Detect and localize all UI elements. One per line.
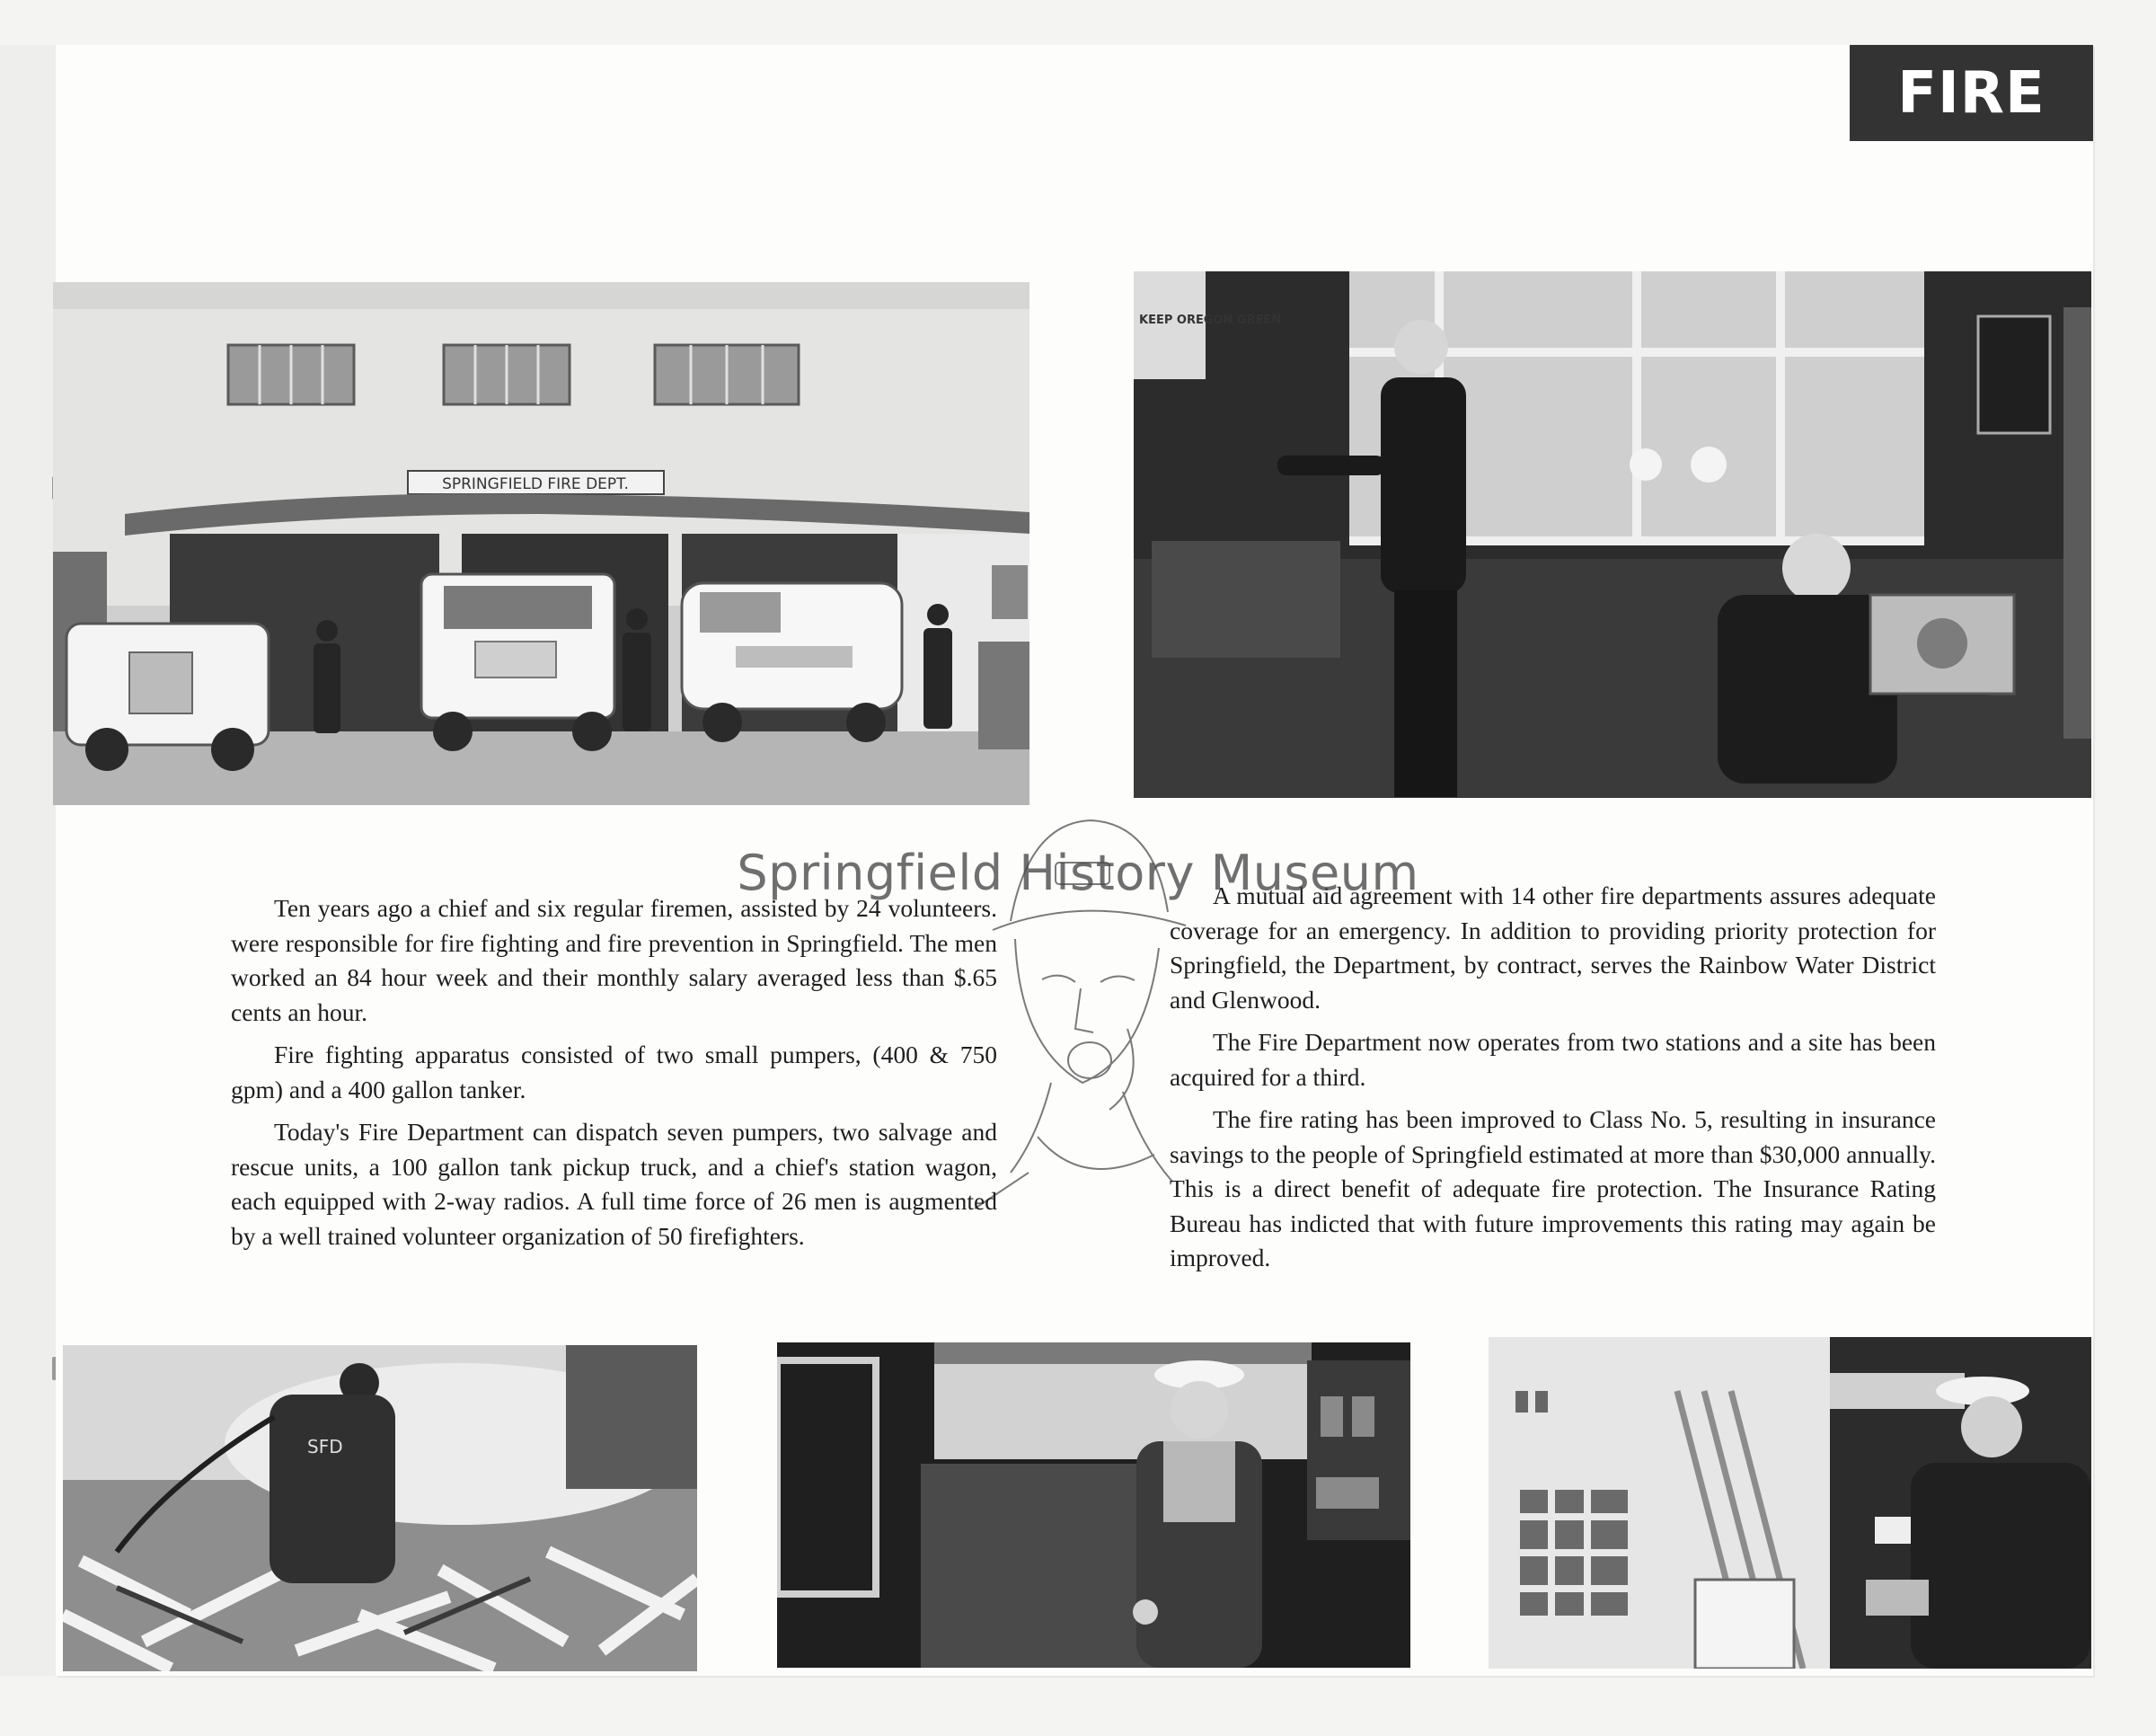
photo-firefighter-debris xyxy=(63,1345,697,1671)
paragraph: The fire rating has been improved to Class No. 5, resulting in insurance savings to the people of Springfield estimated at more than $30,000 annually. This is a direct benefit of adequate fire protection. The Insurance Rating Bureau has indicted that with future improvements this rating may again be improved. xyxy=(1170,1105,1936,1271)
paragraph: Today's Fire Department can dispatch seven pumpers, two salvage and rescue units, a 100 gallon tank pickup truck, and a chief's station wagon, each equipped with 2-way radios. A full time force of 26 men is augmented by a well trained volunteer organization of 50 firefighters. xyxy=(231,1118,997,1250)
station-sign-text: SPRINGFIELD FIRE DEPT. xyxy=(442,475,629,493)
photo-storage-inspection xyxy=(1489,1337,2091,1669)
photo-firefighter-indoor xyxy=(777,1342,1410,1668)
paragraph: The Fire Department now operates from two stations and a site has been acquired for a third. xyxy=(1170,1028,1936,1091)
museum-watermark: Springfield History Museum xyxy=(737,845,1419,901)
poster-text: KEEP OREGON GREEN xyxy=(1139,314,1282,327)
jacket-lettering: SFD xyxy=(307,1436,343,1457)
paragraph: Ten years ago a chief and six regular firemen, assisted by 24 volunteers. were responsible for fire fighting and fire prevention in Springfield. The men worked an 84 hour week and their monthly salary averaged less than $.65 cents an hour. xyxy=(231,894,997,1026)
text-column-left xyxy=(231,891,997,1262)
paragraph: Fire fighting apparatus consisted of two small pumpers, (400 & 750 gpm) and a 400 gallon tanker. xyxy=(231,1041,997,1103)
show-through-text xyxy=(207,226,1689,275)
paragraph: A mutual aid agreement with 14 other fire departments assures adequate coverage for an emergency. In addition to providing priority protection for Springfield, the Department, by contract, serves the Rainbow Water District and Glenwood. xyxy=(1170,881,1936,1014)
section-tab: FIRE xyxy=(1850,45,2093,141)
photo-dispatch-room xyxy=(1134,271,2091,798)
photo-fire-station xyxy=(53,282,1029,805)
text-column-right xyxy=(1170,879,1936,1284)
